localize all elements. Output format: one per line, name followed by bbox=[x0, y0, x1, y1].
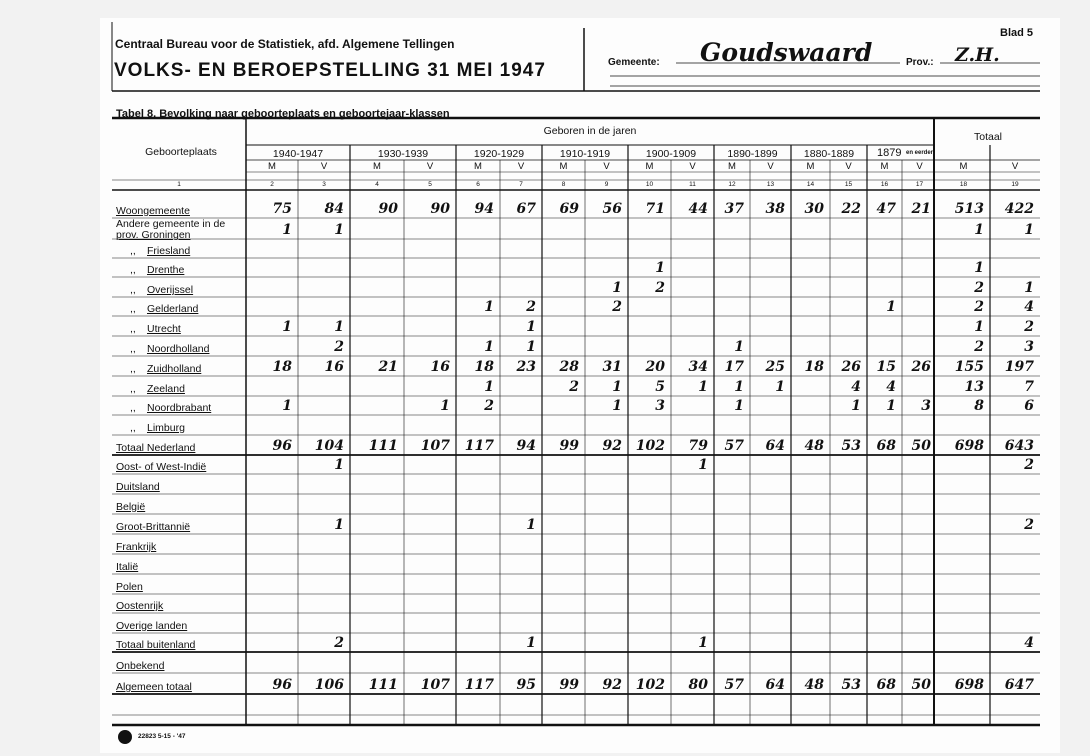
table-cell: 2 bbox=[569, 379, 579, 395]
table-cell: 15 bbox=[876, 359, 896, 375]
table-cell: 64 bbox=[765, 677, 785, 693]
table-cell: 64 bbox=[765, 438, 785, 454]
table-cell: 25 bbox=[765, 359, 785, 375]
column-number: 19 bbox=[1011, 181, 1019, 188]
table-cell: 1 bbox=[974, 222, 984, 238]
row-label: Woongemeente bbox=[116, 205, 190, 217]
prov-value: Z.H. bbox=[955, 44, 1000, 66]
table-cell: 3 bbox=[921, 398, 931, 414]
print-code: 22823 5-15 - '47 bbox=[138, 733, 186, 740]
group-header: Geboren in de jaren bbox=[543, 125, 637, 137]
table-cell: 18 bbox=[804, 359, 824, 375]
table-cell: 84 bbox=[324, 201, 344, 217]
table-cell: 1 bbox=[526, 517, 536, 533]
table-cell: 1 bbox=[1024, 222, 1034, 238]
table-cell: 34 bbox=[688, 359, 708, 375]
row-label-continued: prov. Groningen bbox=[116, 229, 191, 241]
ditto-mark: ,, bbox=[130, 383, 136, 395]
row-label: Frankrijk bbox=[116, 541, 157, 553]
column-number: 4 bbox=[375, 181, 379, 188]
table-cell: 647 bbox=[1004, 677, 1034, 693]
table-cell: 94 bbox=[474, 201, 494, 217]
table-cell: 16 bbox=[324, 359, 344, 375]
table-cell: 56 bbox=[602, 201, 622, 217]
row-label: Algemeen totaal bbox=[116, 681, 192, 693]
period-label: 1920-1929 bbox=[473, 148, 525, 160]
table-cell: 155 bbox=[954, 359, 984, 375]
table-cell: 117 bbox=[464, 438, 494, 454]
period-label: 1900-1909 bbox=[645, 148, 697, 160]
table-cell: 1 bbox=[974, 319, 984, 335]
table-cell: 1 bbox=[526, 339, 536, 355]
table-cell: 30 bbox=[804, 201, 824, 217]
table-cell: 48 bbox=[804, 677, 824, 693]
table-cell: 422 bbox=[1004, 201, 1034, 217]
sex-label: V bbox=[603, 161, 610, 172]
sex-label: V bbox=[426, 161, 434, 172]
table-cell: 79 bbox=[688, 438, 708, 454]
row-label: Polen bbox=[116, 581, 143, 593]
sex-label: V bbox=[845, 161, 852, 172]
table-cell: 57 bbox=[724, 438, 744, 454]
table-cell: 28 bbox=[559, 359, 579, 375]
table-cell: 107 bbox=[420, 438, 450, 454]
table-cell: 1 bbox=[1024, 280, 1034, 296]
column-number: 11 bbox=[689, 181, 696, 188]
table-cell: 1 bbox=[886, 299, 896, 315]
table-cell: 20 bbox=[645, 359, 665, 375]
table-cell: 513 bbox=[954, 201, 984, 217]
table-cell: 1 bbox=[734, 379, 744, 395]
column-number: 13 bbox=[766, 181, 775, 188]
table-cell: 102 bbox=[635, 438, 665, 454]
table-cell: 69 bbox=[559, 201, 579, 217]
table-cell: 1 bbox=[282, 398, 292, 414]
table-cell: 1 bbox=[655, 260, 665, 276]
ditto-mark: ,, bbox=[130, 402, 136, 414]
table-cell: 44 bbox=[688, 201, 708, 217]
sex-label: M bbox=[645, 161, 654, 172]
table-cell: 13 bbox=[964, 379, 984, 395]
table-cell: 71 bbox=[645, 201, 665, 217]
row-label: Totaal buitenland bbox=[116, 639, 196, 651]
table-cell: 16 bbox=[430, 359, 450, 375]
table-cell: 1 bbox=[974, 260, 984, 276]
row-label: Andere gemeente in de bbox=[116, 218, 226, 230]
table-cell: 2 bbox=[974, 339, 984, 355]
total-header: Totaal bbox=[973, 131, 1003, 143]
table-cell: 17 bbox=[724, 359, 744, 375]
table-cell: 22 bbox=[841, 201, 861, 217]
table-cell: 68 bbox=[876, 677, 896, 693]
table-cell: 1 bbox=[612, 398, 622, 414]
table-cell: 643 bbox=[1004, 438, 1034, 454]
table-cell: 26 bbox=[841, 359, 861, 375]
table-cell: 90 bbox=[378, 201, 398, 217]
table-cell: 67 bbox=[516, 201, 536, 217]
table-title: Tabel 8. Bevolking naar geboorteplaats en geboortejaar-klassen bbox=[116, 108, 450, 120]
period-label: 1890-1899 bbox=[727, 148, 778, 160]
column-number: 18 bbox=[959, 181, 968, 188]
table-cell: 1 bbox=[698, 379, 708, 395]
table-cell: 1 bbox=[484, 379, 494, 395]
table-cell: 1 bbox=[734, 398, 744, 414]
table-cell: 96 bbox=[272, 677, 292, 693]
table-cell: 4 bbox=[1024, 299, 1034, 315]
table-cell: 47 bbox=[876, 201, 896, 217]
ditto-mark: ,, bbox=[130, 303, 136, 315]
table-cell: 4 bbox=[886, 379, 896, 395]
table-cell: 2 bbox=[1024, 517, 1034, 533]
sex-label: V bbox=[916, 161, 923, 172]
table-cell: 99 bbox=[559, 677, 579, 693]
table-cell: 2 bbox=[484, 398, 494, 414]
table-cell: 1 bbox=[734, 339, 744, 355]
table-cell: 7 bbox=[1024, 379, 1034, 395]
table-cell: 48 bbox=[804, 438, 824, 454]
row-header: Geboorteplaats bbox=[145, 146, 217, 158]
row-label: Noordholland bbox=[147, 343, 210, 355]
table-cell: 23 bbox=[516, 359, 536, 375]
bureau-name: Centraal Bureau voor de Statistiek, afd. Algemene Tellingen bbox=[115, 37, 455, 51]
row-label: Duitsland bbox=[116, 481, 160, 493]
row-label: Zeeland bbox=[147, 383, 185, 395]
table-cell: 2 bbox=[655, 280, 665, 296]
table-cell: 21 bbox=[911, 201, 931, 217]
ditto-mark: ,, bbox=[130, 323, 136, 335]
table-cell: 1 bbox=[886, 398, 896, 414]
table-cell: 18 bbox=[272, 359, 292, 375]
table-cell: 96 bbox=[272, 438, 292, 454]
column-number: 14 bbox=[806, 181, 815, 188]
sex-label: V bbox=[767, 161, 774, 172]
table-cell: 4 bbox=[1024, 635, 1034, 651]
table-cell: 2 bbox=[974, 280, 984, 296]
table-cell: 2 bbox=[334, 635, 344, 651]
table-cell: 5 bbox=[655, 379, 665, 395]
row-label: Italië bbox=[116, 561, 139, 573]
column-number: 7 bbox=[519, 181, 523, 188]
sex-label: V bbox=[320, 161, 328, 172]
period-label: 1930-1939 bbox=[377, 148, 429, 160]
sex-label: M bbox=[806, 161, 815, 172]
table-cell: 1 bbox=[612, 280, 622, 296]
row-label: Limburg bbox=[147, 422, 185, 434]
table-cell: 107 bbox=[420, 677, 450, 693]
table-cell: 99 bbox=[559, 438, 579, 454]
ditto-mark: ,, bbox=[130, 245, 136, 257]
table-cell: 3 bbox=[655, 398, 665, 414]
table-cell: 90 bbox=[430, 201, 450, 217]
table-cell: 2 bbox=[526, 299, 536, 315]
table-cell: 94 bbox=[516, 438, 536, 454]
prov-label: Prov.: bbox=[906, 57, 934, 68]
table-cell: 31 bbox=[602, 359, 622, 375]
table-cell: 117 bbox=[464, 677, 494, 693]
table-cell: 53 bbox=[841, 677, 861, 693]
row-label: Gelderland bbox=[147, 303, 199, 315]
sex-label: M bbox=[959, 161, 968, 172]
table-cell: 3 bbox=[1024, 339, 1034, 355]
table-cell: 2 bbox=[612, 299, 622, 315]
period-label: 1910-1919 bbox=[559, 148, 611, 160]
row-label: Overijssel bbox=[147, 284, 194, 296]
ditto-mark: ,, bbox=[130, 284, 136, 296]
table-cell: 95 bbox=[516, 677, 536, 693]
table-cell: 38 bbox=[765, 201, 785, 217]
sex-label: V bbox=[689, 161, 696, 172]
row-label: Onbekend bbox=[116, 660, 165, 672]
table-cell: 111 bbox=[368, 677, 398, 693]
row-label: Zuidholland bbox=[147, 363, 202, 375]
table-cell: 57 bbox=[724, 677, 744, 693]
form-title: VOLKS- EN BEROEPSTELLING 31 MEI 1947 bbox=[114, 60, 546, 81]
row-label: Overige landen bbox=[116, 620, 188, 632]
table-cell: 1 bbox=[282, 319, 292, 335]
sex-label: M bbox=[728, 161, 736, 172]
period-label: 1880-1889 bbox=[803, 148, 855, 160]
sex-label: V bbox=[1011, 161, 1019, 172]
period-suffix: en eerder bbox=[906, 150, 934, 156]
sex-label: M bbox=[880, 161, 889, 172]
sex-label: M bbox=[474, 161, 482, 172]
table-cell: 2 bbox=[1024, 319, 1034, 335]
column-number: 9 bbox=[604, 181, 609, 188]
gemeente-value: Goudswaard bbox=[700, 38, 873, 67]
period-label: 1879 bbox=[877, 147, 902, 159]
table-cell: 92 bbox=[602, 438, 622, 454]
table-cell: 8 bbox=[974, 398, 984, 414]
ditto-mark: ,, bbox=[130, 422, 136, 434]
row-label: Oostenrijk bbox=[116, 600, 164, 612]
row-label: België bbox=[116, 501, 146, 513]
sex-label: M bbox=[268, 161, 276, 172]
column-number: 16 bbox=[880, 181, 889, 188]
table-cell: 2 bbox=[334, 339, 344, 355]
sex-label: M bbox=[559, 161, 568, 172]
column-number: 10 bbox=[645, 181, 654, 188]
table-cell: 1 bbox=[334, 319, 344, 335]
ditto-mark: ,, bbox=[130, 343, 136, 355]
column-number: 12 bbox=[728, 181, 736, 188]
column-number: 5 bbox=[428, 181, 432, 188]
table-cell: 50 bbox=[911, 438, 931, 454]
table-cell: 1 bbox=[334, 457, 344, 473]
row-label: Oost- of West-Indië bbox=[116, 461, 207, 473]
row-label: Totaal Nederland bbox=[116, 442, 196, 454]
table-cell: 1 bbox=[440, 398, 450, 414]
sex-label: V bbox=[517, 161, 525, 172]
sex-label: M bbox=[373, 161, 381, 172]
table-cell: 1 bbox=[334, 222, 344, 238]
table-cell: 104 bbox=[314, 438, 344, 454]
table-cell: 1 bbox=[484, 339, 494, 355]
table-cell: 1 bbox=[612, 379, 622, 395]
table-cell: 18 bbox=[474, 359, 494, 375]
table-cell: 102 bbox=[635, 677, 665, 693]
table-cell: 197 bbox=[1004, 359, 1034, 375]
column-number: 1 bbox=[177, 181, 181, 188]
table-cell: 1 bbox=[484, 299, 494, 315]
period-label: 1940-1947 bbox=[272, 148, 324, 160]
table-cell: 1 bbox=[851, 398, 861, 414]
table-cell: 2 bbox=[1024, 457, 1034, 473]
row-label: Utrecht bbox=[147, 323, 181, 335]
table-cell: 698 bbox=[954, 677, 984, 693]
table-cell: 1 bbox=[775, 379, 785, 395]
table-cell: 92 bbox=[602, 677, 622, 693]
table-cell: 1 bbox=[698, 457, 708, 473]
table-cell: 1 bbox=[526, 635, 536, 651]
sheet-number: Blad 5 bbox=[1000, 27, 1034, 39]
table-cell: 698 bbox=[954, 438, 984, 454]
table-cell: 68 bbox=[876, 438, 896, 454]
table-cell: 2 bbox=[974, 299, 984, 315]
table-cell: 37 bbox=[724, 201, 744, 217]
table-cell: 1 bbox=[526, 319, 536, 335]
column-number: 3 bbox=[322, 181, 326, 188]
column-number: 15 bbox=[844, 181, 853, 188]
row-label: Friesland bbox=[147, 245, 191, 257]
table-cell: 75 bbox=[272, 201, 292, 217]
row-label: Drenthe bbox=[147, 264, 185, 276]
table-cell: 1 bbox=[282, 222, 292, 238]
table-cell: 6 bbox=[1024, 398, 1034, 414]
table-cell: 111 bbox=[368, 438, 398, 454]
table-cell: 26 bbox=[911, 359, 931, 375]
table-cell: 21 bbox=[378, 359, 398, 375]
table-cell: 53 bbox=[841, 438, 861, 454]
table-cell: 1 bbox=[334, 517, 344, 533]
gemeente-label: Gemeente: bbox=[608, 57, 660, 68]
ditto-mark: ,, bbox=[130, 264, 136, 276]
ditto-mark: ,, bbox=[130, 363, 136, 375]
table-cell: 50 bbox=[911, 677, 931, 693]
column-number: 8 bbox=[561, 181, 566, 188]
table-cell: 80 bbox=[688, 677, 708, 693]
row-label: Noordbrabant bbox=[147, 402, 212, 414]
table-cell: 4 bbox=[851, 379, 861, 395]
column-number: 2 bbox=[270, 181, 274, 188]
column-number: 17 bbox=[915, 181, 924, 188]
row-label: Groot-Brittannië bbox=[116, 521, 191, 533]
table-cell: 1 bbox=[698, 635, 708, 651]
column-number: 6 bbox=[476, 181, 480, 188]
table-cell: 106 bbox=[314, 677, 344, 693]
